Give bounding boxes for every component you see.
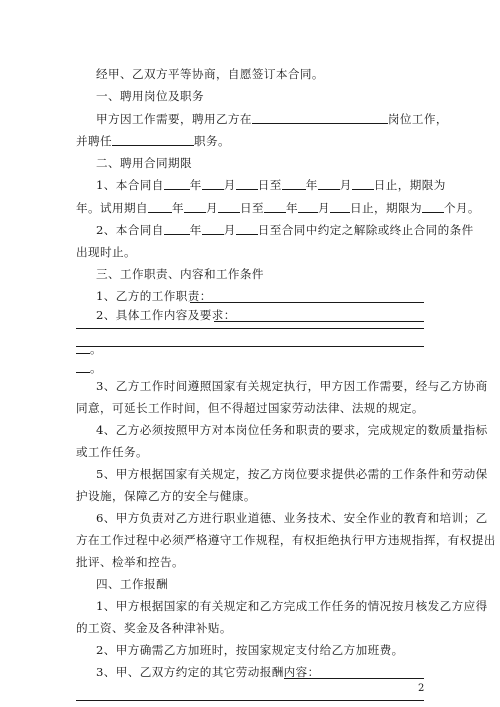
open-start-year-blank[interactable] — [164, 223, 190, 235]
trial-start-month-blank[interactable] — [184, 201, 206, 213]
intro-text: 经甲、乙双方平等协商，自愿签订本合同。 — [96, 67, 324, 81]
s3-item-6-line-3: 批评、检举和控告。 — [76, 555, 184, 569]
s3-item-3-line-1: 3、乙方工作时间遵照国家有关规定执行，甲方因工作需要，经与乙方协商 — [96, 379, 488, 393]
open-start-month-blank[interactable] — [202, 223, 224, 235]
s3-item-5-line-1: 5、甲方根据国家有关规定，按乙方岗位要求提供必需的工作条件和劳动保 — [96, 467, 488, 481]
s3-item-2-blank-c[interactable] — [76, 361, 90, 373]
s4-item-3-blank-b[interactable] — [76, 700, 424, 701]
s3-item-2-blank-a[interactable] — [214, 321, 424, 322]
s2-term-line-2: 年。试用期自 年 月 日至 年 月 日止，期限为 个月。 — [76, 201, 480, 215]
end-day-blank[interactable] — [352, 178, 374, 190]
s1-line-1: 甲方因工作需要，聘用乙方在 岗位工作， — [96, 112, 448, 126]
s3-item-4-line-2: 或工作任务。 — [76, 445, 148, 459]
s3-item-6-line-2: 方在工作过程中必须严格遵守工作规程，有权拒绝执行甲方违规指挥，有权提出 — [76, 533, 496, 547]
s3-item-4-line-1: 4、乙方必须按照甲方对本岗位任务和职责的要求，完成规定的数质量指标 — [96, 423, 488, 437]
s4-item-1-line-1: 1、甲方根据国家的有关规定和乙方完成工作任务的情况按月核发乙方应得 — [96, 599, 488, 613]
s3-item-1-blank-a[interactable] — [190, 302, 424, 303]
trial-end-year-blank[interactable] — [264, 201, 286, 213]
s3-item-2-end: 。 — [76, 361, 102, 375]
s3-item-1-end: 。 — [76, 342, 102, 356]
s3-item-1-label: 1、乙方的工作职责： — [96, 289, 212, 303]
section-3-heading: 三、工作职责、内容和工作条件 — [96, 267, 264, 281]
s3-item-6-line-1: 6、甲方负责对乙方进行职业道德、业务技术、安全作业的教育和培训；乙 — [96, 511, 488, 525]
section-1-heading: 一、聘用岗位及职务 — [96, 89, 204, 103]
title-blank[interactable] — [112, 134, 194, 146]
s4-item-1-line-2: 的工资、奖金及各种津补贴。 — [76, 621, 232, 635]
end-year-blank[interactable] — [282, 178, 306, 190]
open-start-day-blank[interactable] — [236, 223, 258, 235]
s1-line-2: 并聘任 职务。 — [76, 134, 230, 148]
s3-item-1-blank-b[interactable] — [76, 328, 424, 329]
s4-item-3-blank-a[interactable] — [284, 678, 424, 679]
start-day-blank[interactable] — [236, 178, 258, 190]
start-year-blank[interactable] — [164, 178, 190, 190]
s3-item-2-label-final: 2、具体工作内容及要求： — [96, 308, 236, 322]
trial-end-month-blank[interactable] — [298, 201, 318, 213]
s4-item-2: 2、甲方确需乙方加班时，按国家规定支付给乙方加班费。 — [96, 643, 404, 657]
position-blank[interactable] — [252, 112, 388, 124]
s2-term-line-4: 出现时止。 — [76, 245, 136, 259]
page-number: 2 — [418, 683, 425, 694]
trial-months-blank[interactable] — [422, 201, 444, 213]
s3-item-3-line-2: 同意，可延长工作时间，但不得超过国家劳动法律、法规的规定。 — [76, 401, 424, 415]
start-month-blank[interactable] — [202, 178, 224, 190]
end-month-blank[interactable] — [318, 178, 340, 190]
s3-item-1-blank-c[interactable] — [76, 342, 90, 354]
s3-item-5-line-2: 护设施，保障乙方的安全与健康。 — [76, 489, 256, 503]
trial-start-day-blank[interactable] — [218, 201, 240, 213]
s2-term-line-3: 2、本合同自 年 月 日至合同中约定之解除或终止合同的条件 — [96, 223, 474, 237]
s4-item-3: 3、甲、乙双方约定的其它劳动报酬内容： — [96, 665, 320, 679]
section-4-heading: 四、工作报酬 — [96, 577, 168, 591]
section-2-heading: 二、聘用合同期限 — [96, 156, 192, 170]
s3-item-2-blank-b[interactable] — [76, 346, 424, 347]
trial-end-day-blank[interactable] — [330, 201, 350, 213]
trial-start-year-blank[interactable] — [148, 201, 172, 213]
s2-term-line-1: 1、本合同自 年 月 日至 年 月 日止，期限为 — [96, 178, 446, 192]
